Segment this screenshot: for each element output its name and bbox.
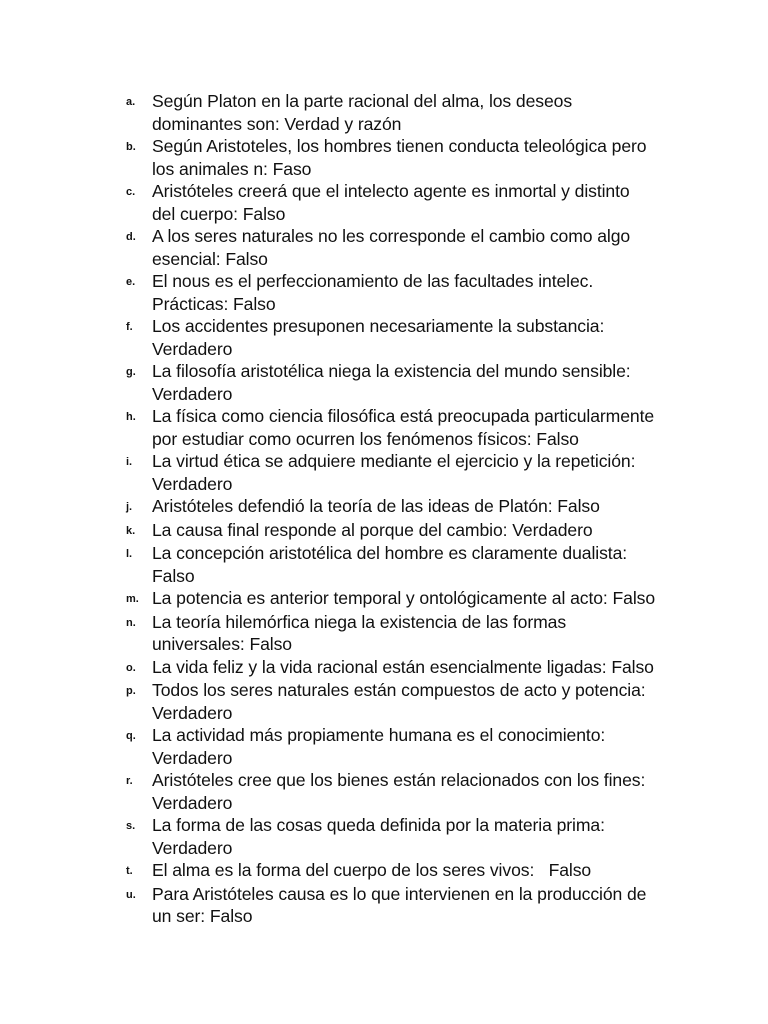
list-item <box>126 360 736 405</box>
text-line: Verdadero <box>152 473 233 494</box>
list-item <box>126 611 736 656</box>
list-item <box>126 769 736 814</box>
list-item-text <box>152 519 736 542</box>
list-item <box>126 679 736 724</box>
list-item-text <box>152 679 736 724</box>
text-line: La vida feliz y la vida racional están esencialmente ligadas: Falso <box>152 656 654 677</box>
text-line: Verdadero <box>152 383 233 404</box>
text-line: El nous es el perfeccionamiento de las facultades intelec. <box>152 271 594 291</box>
list-item <box>126 225 736 270</box>
list-item-text <box>152 90 736 135</box>
text-line: La potencia es anterior temporal y ontológicamente al acto: Falso <box>152 588 656 608</box>
list-marker: h. <box>126 411 136 423</box>
text-line: Todos los seres naturales están compuestos de acto y potencia: <box>152 680 646 700</box>
list-marker: b. <box>126 141 136 153</box>
text-line: La física como ciencia filosófica está preocupada particularmente <box>152 406 655 426</box>
list-item-text <box>152 611 736 656</box>
text-line: esencial: Falso <box>152 248 268 269</box>
text-line: Verdadero <box>152 837 233 858</box>
list-item-text <box>152 360 736 405</box>
text-line: El alma es la forma del cuerpo de los seres vivos: Falso <box>152 860 592 880</box>
list-marker: i. <box>126 456 133 468</box>
list-item <box>126 724 736 769</box>
text-line: La filosofía aristotélica niega la existencia del mundo sensible: <box>152 361 631 381</box>
list-item <box>126 180 736 225</box>
list-marker: o. <box>126 661 136 674</box>
text-line: Verdadero <box>152 338 233 359</box>
text-line: La forma de las cosas queda definida por la materia prima: <box>152 815 605 835</box>
list-item-text <box>152 859 736 882</box>
list-item <box>126 883 736 928</box>
list-marker: d. <box>126 231 136 243</box>
list-marker: q. <box>126 730 136 742</box>
text-line: La virtud ética se adquiere mediante el ejercicio y la repetición: <box>152 451 636 471</box>
list-item-text <box>152 315 736 360</box>
list-item <box>126 270 736 315</box>
text-line: Para Aristóteles causa es lo que intervienen en la producción de <box>152 883 647 904</box>
text-line: un ser: Falso <box>152 906 253 926</box>
list-item <box>126 450 736 495</box>
text-line: Aristóteles creerá que el intelecto agente es inmortal y distinto <box>152 181 630 201</box>
answer-list <box>126 90 736 928</box>
list-item <box>126 519 736 543</box>
text-line: A los seres naturales no les corresponde el cambio como algo <box>152 226 631 246</box>
list-item <box>126 135 736 180</box>
list-marker: f. <box>126 321 133 333</box>
list-item <box>126 814 736 859</box>
list-marker: g. <box>126 366 136 378</box>
text-line: Falso <box>152 565 195 586</box>
text-line: Según Platon en la parte racional del alma, los deseos <box>152 91 573 111</box>
text-line: La causa final responde al porque del cambio: Verdadero <box>152 519 593 540</box>
text-line: del cuerpo: Falso <box>152 203 286 224</box>
text-line: universales: Falso <box>152 634 292 654</box>
list-item-text <box>152 769 736 814</box>
list-item-text <box>152 656 736 679</box>
list-marker: n. <box>126 616 136 629</box>
list-marker: m. <box>126 593 139 605</box>
text-line: Aristóteles defendió la teoría de las ideas de Platón: Falso <box>152 496 600 516</box>
text-line: Verdadero <box>152 792 233 813</box>
list-item-text <box>152 883 736 928</box>
text-line: La concepción aristotélica del hombre es claramente dualista: <box>152 543 628 563</box>
text-line: La actividad más propiamente humana es el conocimiento: <box>152 725 606 745</box>
text-line: dominantes son: Verdad y razón <box>152 113 402 134</box>
list-item <box>126 656 736 680</box>
list-item <box>126 495 736 519</box>
list-marker: a. <box>126 96 136 108</box>
list-marker: k. <box>126 524 136 537</box>
list-item <box>126 542 736 587</box>
list-item-text <box>152 587 736 610</box>
list-marker: u. <box>126 888 136 901</box>
list-marker: s. <box>126 820 136 832</box>
list-item <box>126 587 736 611</box>
text-line: Verdadero <box>152 702 233 723</box>
list-item <box>126 859 736 883</box>
list-marker: t. <box>126 865 133 877</box>
list-marker: p. <box>126 685 136 697</box>
text-line: los animales n: Faso <box>152 158 312 179</box>
list-item-text <box>152 135 736 180</box>
text-line: Aristóteles cree que los bienes están relacionados con los fines: <box>152 770 646 790</box>
text-line: Prácticas: Falso <box>152 293 276 314</box>
text-line: Según Aristoteles, los hombres tienen conducta teleológica pero <box>152 136 647 156</box>
list-marker: e. <box>126 276 136 288</box>
list-marker: r. <box>126 775 133 787</box>
text-line: La teoría hilemórfica niega la existencia de las formas <box>152 611 567 632</box>
text-line: Los accidentes presuponen necesariamente la substancia: <box>152 316 605 336</box>
list-item-text <box>152 814 736 859</box>
text-line: por estudiar como ocurren los fenómenos físicos: Falso <box>152 428 579 449</box>
list-item-text <box>152 542 736 587</box>
list-item-text <box>152 495 736 518</box>
list-item-text <box>152 405 736 450</box>
list-item-text <box>152 724 736 769</box>
text-line: Verdadero <box>152 747 233 768</box>
list-item <box>126 405 736 450</box>
list-marker: c. <box>126 186 136 198</box>
list-item-text <box>152 450 736 495</box>
list-marker: l. <box>126 548 133 560</box>
list-item-text <box>152 270 736 315</box>
list-item-text <box>152 225 736 270</box>
list-item-text <box>152 180 736 225</box>
list-item <box>126 90 736 135</box>
list-item <box>126 315 736 360</box>
list-marker: j. <box>126 501 133 513</box>
